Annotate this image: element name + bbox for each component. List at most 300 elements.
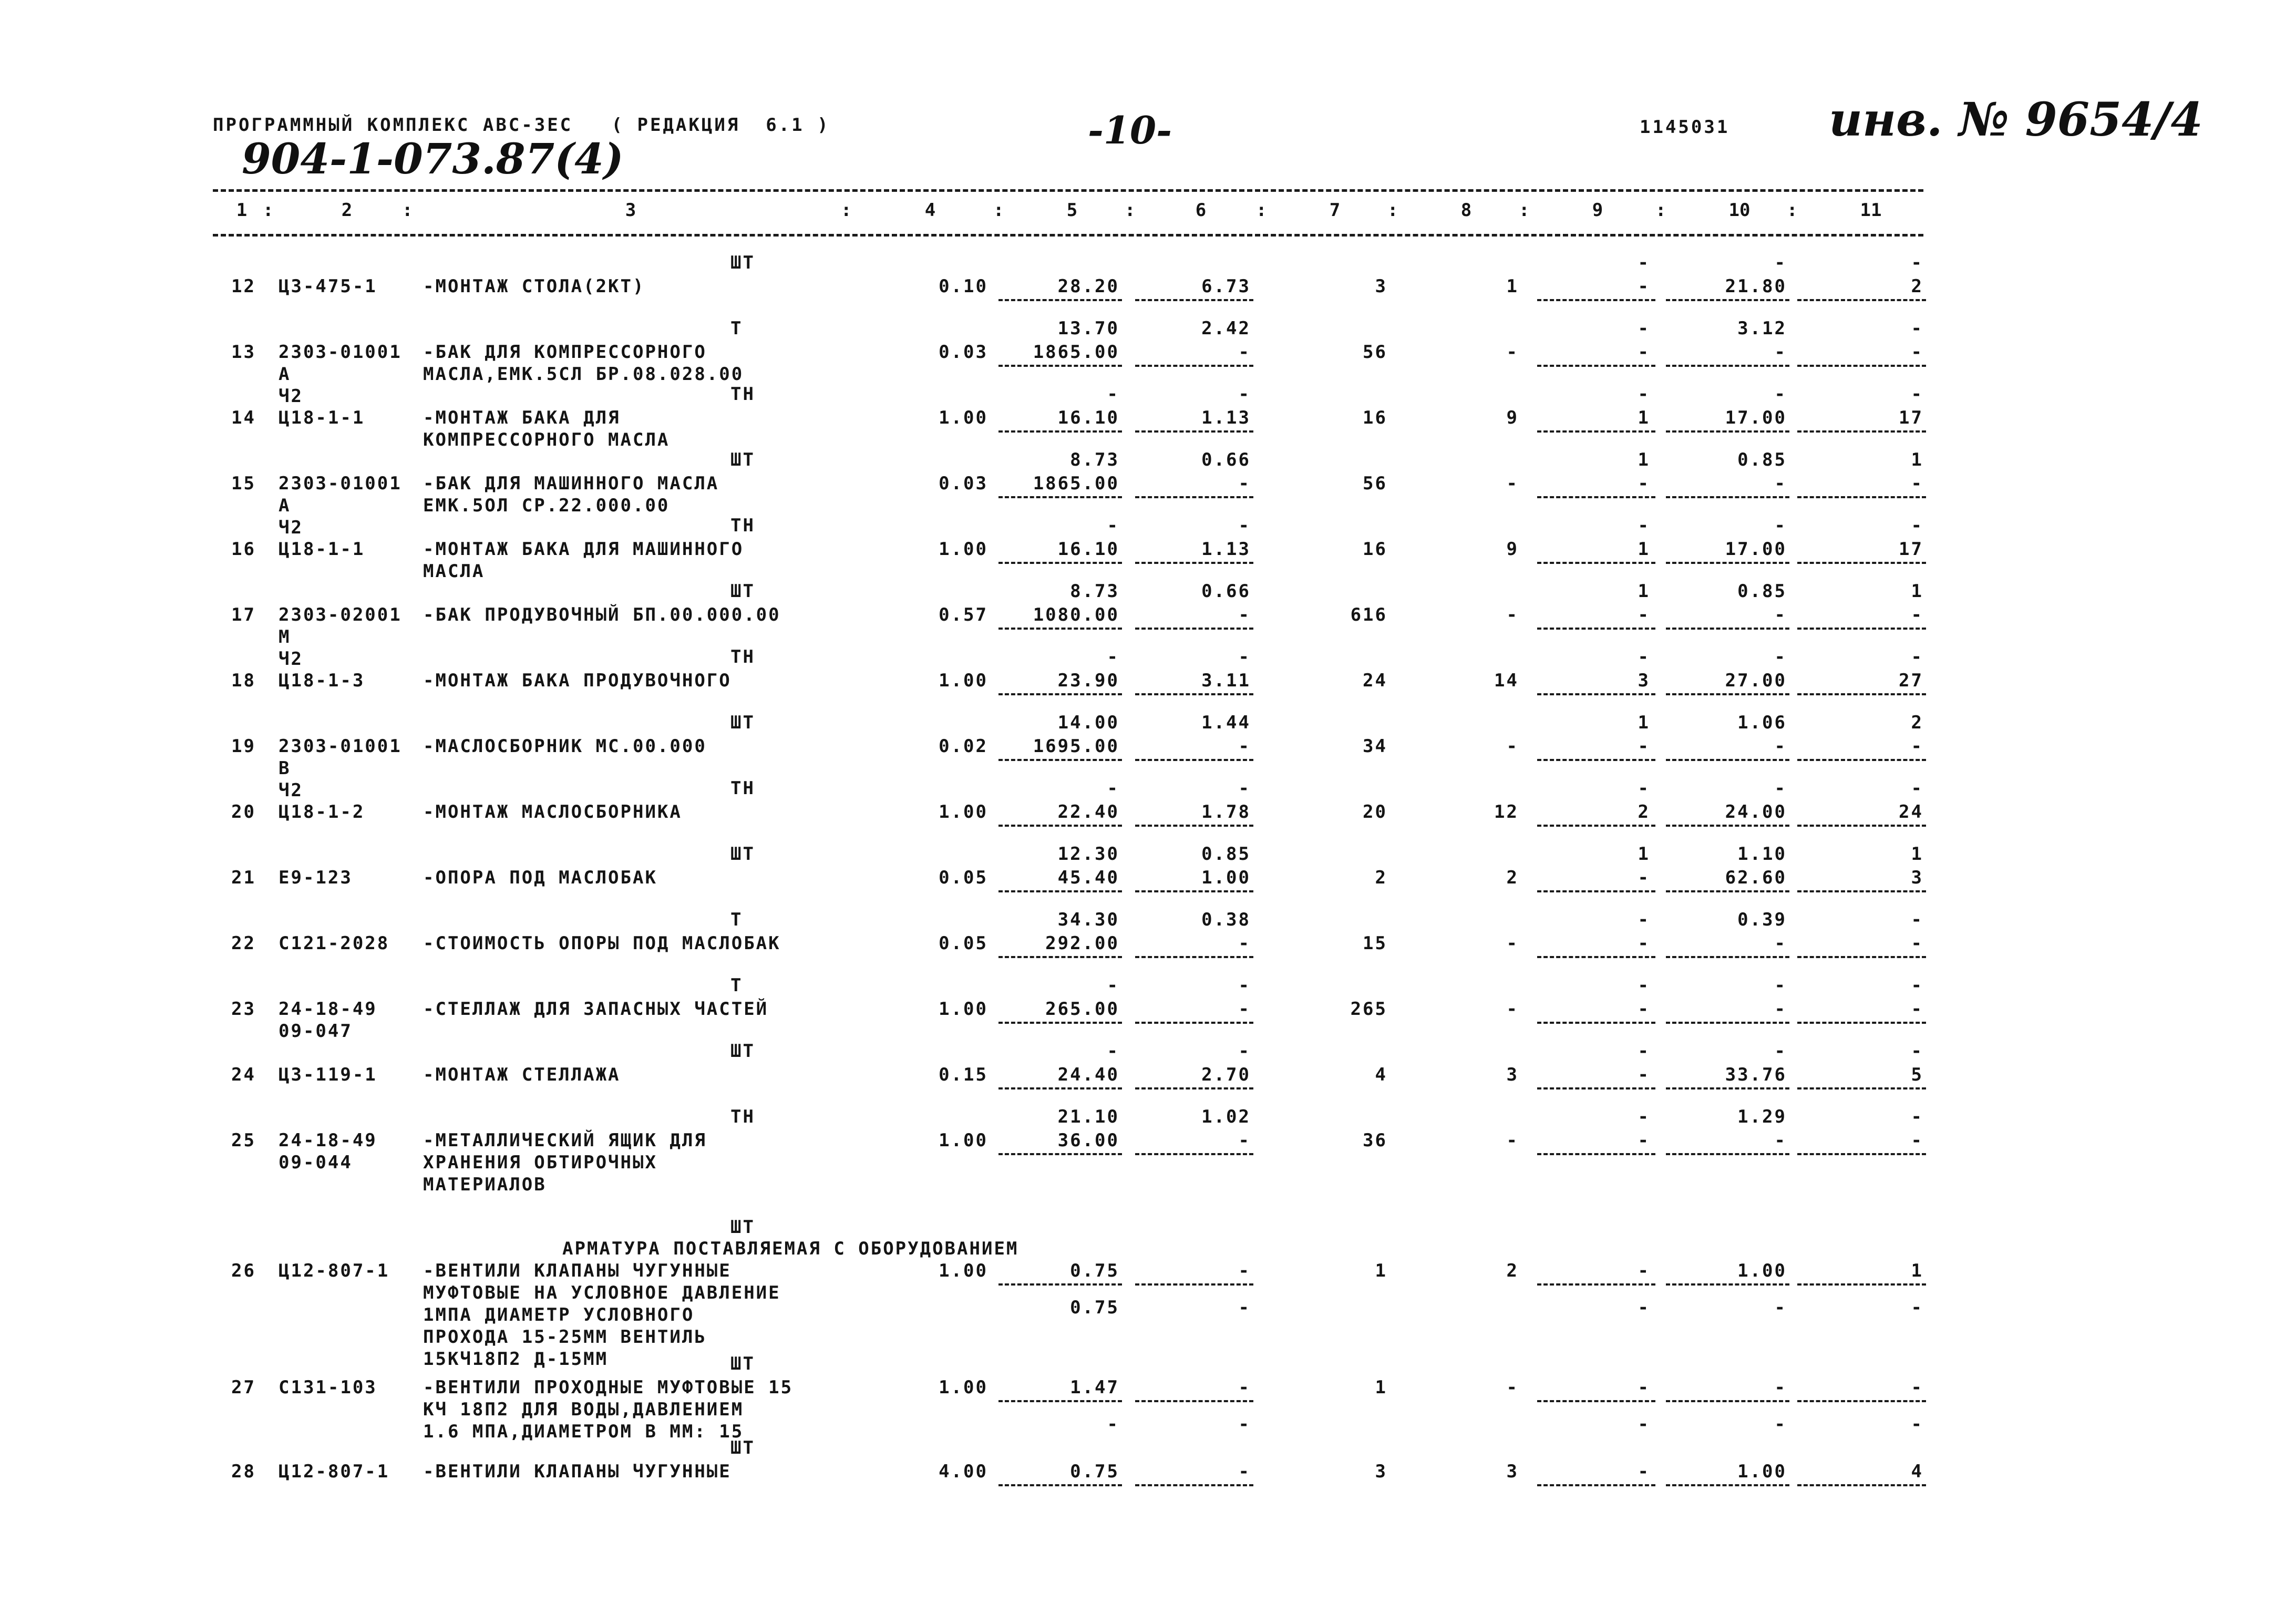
column-number: 3 <box>625 200 636 221</box>
dashed-separator <box>998 1400 1122 1402</box>
cell-value: - <box>1774 999 1787 1020</box>
rate-code: 24-18-49 <box>279 1130 377 1151</box>
cell-value: - <box>1638 933 1650 954</box>
rate-code-suffix: Ч2 <box>279 780 303 801</box>
cell-value: 265 <box>1350 999 1387 1020</box>
dashed-separator <box>1537 1283 1655 1286</box>
cell-value: - <box>1238 1260 1251 1281</box>
dashed-separator <box>1797 759 1926 761</box>
upper-value: 0.39 <box>1737 909 1787 930</box>
cell-value: - <box>1774 342 1787 363</box>
upper-value: - <box>1911 318 1923 339</box>
dashed-separator <box>1135 759 1253 761</box>
rate-code: Ц18-1-1 <box>279 407 365 428</box>
dashed-separator <box>1797 1400 1926 1402</box>
dashed-separator <box>1537 759 1655 761</box>
upper-value: 13.70 <box>1057 318 1119 339</box>
upper-value: 1 <box>1911 844 1923 865</box>
quantity: 1.00 <box>939 407 988 428</box>
dashed-separator <box>1537 628 1655 630</box>
dashed-separator <box>1537 430 1655 433</box>
dashed-separator <box>998 759 1122 761</box>
dashed-separator <box>1135 1400 1253 1402</box>
upper-value: 3.12 <box>1737 318 1787 339</box>
cell-value: - <box>1638 736 1650 757</box>
unit-label: ШТ <box>730 1041 755 1062</box>
item-name: ПРОХОДА 15-25ММ ВЕНТИЛЬ <box>423 1327 707 1348</box>
cell-value: 24.40 <box>1057 1064 1119 1085</box>
cell-value: - <box>1506 473 1519 494</box>
dashed-separator <box>1797 1022 1926 1024</box>
rate-code-suffix: А <box>279 364 291 385</box>
column-separator: : <box>1256 200 1267 221</box>
cell-value: 0.75 <box>1070 1461 1119 1482</box>
item-name: -БАК ДЛЯ МАШИННОГО МАСЛА <box>423 473 719 494</box>
cell-value: - <box>1238 933 1251 954</box>
unit-label: ШТ <box>730 712 755 733</box>
header-rule-top <box>213 189 1923 192</box>
cell-value: 1.47 <box>1070 1377 1119 1398</box>
dashed-separator <box>1666 1153 1789 1155</box>
dashed-separator <box>998 1087 1122 1089</box>
dashed-separator <box>1666 1484 1789 1486</box>
cell-value: - <box>1238 342 1251 363</box>
header-rule-bottom <box>213 234 1923 237</box>
upper-value: - <box>1774 778 1787 799</box>
upper-value: - <box>1911 909 1923 930</box>
cell-value: 56 <box>1363 473 1387 494</box>
cell-value: 0.75 <box>1070 1260 1119 1281</box>
cell-value: 3.11 <box>1201 670 1251 691</box>
upper-value: 0.38 <box>1201 909 1251 930</box>
cell-value: 17.00 <box>1725 407 1787 428</box>
rate-code-suffix: 09-047 <box>279 1021 353 1042</box>
dashed-separator <box>1797 890 1926 892</box>
unit-label: ШТ <box>730 449 755 470</box>
column-separator: : <box>1787 200 1798 221</box>
cell-value: - <box>1506 736 1519 757</box>
cell-value: - <box>1506 999 1519 1020</box>
dashed-separator <box>1666 825 1789 827</box>
rate-code: 2303-01001 <box>279 736 402 757</box>
cell-value: 24.00 <box>1725 801 1787 823</box>
dashed-separator <box>998 1022 1122 1024</box>
upper-value: - <box>1238 975 1251 996</box>
dashed-separator <box>1537 1400 1655 1402</box>
cell-value: - <box>1638 999 1650 1020</box>
cell-value: - <box>1911 999 1923 1020</box>
cell-value: 5 <box>1911 1064 1923 1085</box>
cell-value: - <box>1238 1377 1251 1398</box>
dashed-separator <box>1797 693 1926 695</box>
cell-value: - <box>1638 867 1650 888</box>
upper-value: 1 <box>1638 712 1650 733</box>
cell-value: - <box>1774 1377 1787 1398</box>
column-separator: : <box>993 200 1004 221</box>
quantity: 1.00 <box>939 999 988 1020</box>
column-number: 1 <box>236 200 248 221</box>
dashed-separator <box>1666 1283 1789 1286</box>
dashed-separator <box>1666 956 1789 958</box>
cell-value: - <box>1911 473 1923 494</box>
item-name: МАСЛА <box>423 561 485 582</box>
item-name: -МОНТАЖ БАКА ПРОДУВОЧНОГО <box>423 670 732 691</box>
quantity: 1.00 <box>939 1377 988 1398</box>
dashed-separator <box>1797 562 1926 564</box>
upper-value: 0.66 <box>1201 581 1251 602</box>
dashed-separator <box>1797 628 1926 630</box>
upper-value: 8.73 <box>1070 581 1119 602</box>
item-name: -МОНТАЖ СТОЛА(2КТ) <box>423 276 645 297</box>
row-number: 19 <box>231 736 256 757</box>
upper-value: 1.06 <box>1737 712 1787 733</box>
item-name: -ОПОРА ПОД МАСЛОБАК <box>423 867 657 888</box>
unit-label: ШТ <box>730 252 755 273</box>
item-name: -БАК ПРОДУВОЧНЫЙ БП.00.000.00 <box>423 604 781 625</box>
upper-value: 1.02 <box>1201 1106 1251 1127</box>
dashed-separator <box>1537 1022 1655 1024</box>
quantity: 0.10 <box>939 276 988 297</box>
item-name: МАТЕРИАЛОВ <box>423 1174 547 1195</box>
row-number: 15 <box>231 473 256 494</box>
rate-code-suffix: Ч2 <box>279 386 303 407</box>
cell-value: 1 <box>1506 276 1519 297</box>
quantity: 0.57 <box>939 604 988 625</box>
unit-label: ТН <box>730 515 755 536</box>
cell-value: - <box>1638 604 1650 625</box>
upper-value: - <box>1911 975 1923 996</box>
upper-value: - <box>1238 778 1251 799</box>
cell-value: - <box>1774 933 1787 954</box>
lower-value: - <box>1238 1297 1251 1318</box>
cell-value: 1 <box>1638 407 1650 428</box>
item-name: -МОНТАЖ БАКА ДЛЯ МАШИННОГО <box>423 539 744 560</box>
unit-label: ШТ <box>730 1217 755 1238</box>
row-number: 12 <box>231 276 256 297</box>
cell-value: 15 <box>1363 933 1387 954</box>
column-number: 5 <box>1066 200 1078 221</box>
unit-label: ТН <box>730 646 755 667</box>
cell-value: 2 <box>1638 801 1650 823</box>
cell-value: - <box>1911 604 1923 625</box>
upper-value: - <box>1911 1041 1923 1062</box>
dashed-separator <box>1135 299 1253 301</box>
item-name: 1МПА ДИАМЕТР УСЛОВНОГО <box>423 1304 695 1325</box>
dashed-separator <box>998 1283 1122 1286</box>
cell-value: 34 <box>1363 736 1387 757</box>
upper-value: - <box>1238 515 1251 536</box>
cell-value: 1865.00 <box>1033 342 1119 363</box>
column-separator: : <box>1655 200 1666 221</box>
upper-value: - <box>1911 252 1923 273</box>
column-separator: : <box>841 200 852 221</box>
rate-code: Ц18-1-1 <box>279 539 365 560</box>
quantity: 1.00 <box>939 1130 988 1151</box>
upper-value: - <box>1238 1041 1251 1062</box>
cell-value: - <box>1911 1130 1923 1151</box>
cell-value: 2 <box>1506 867 1519 888</box>
upper-value: - <box>1774 515 1787 536</box>
cell-value: - <box>1911 933 1923 954</box>
dashed-separator <box>1666 628 1789 630</box>
row-number: 28 <box>231 1461 256 1482</box>
upper-value: - <box>1638 318 1650 339</box>
rate-code-suffix: Ч2 <box>279 649 303 670</box>
dashed-separator <box>1135 890 1253 892</box>
cell-value: 36 <box>1363 1130 1387 1151</box>
cell-value: - <box>1506 604 1519 625</box>
dashed-separator <box>1135 956 1253 958</box>
upper-value: - <box>1638 975 1650 996</box>
upper-value: - <box>1107 975 1119 996</box>
unit-label: ШТ <box>730 1437 755 1458</box>
dashed-separator <box>998 628 1122 630</box>
rate-code: Ц18-1-3 <box>279 670 365 691</box>
unit-label: ТН <box>730 1106 755 1127</box>
column-number: 6 <box>1195 200 1207 221</box>
quantity: 0.05 <box>939 867 988 888</box>
quantity: 1.00 <box>939 670 988 691</box>
item-name: МУФТОВЫЕ НА УСЛОВНОЕ ДАВЛЕНИЕ <box>423 1282 781 1303</box>
cell-value: 2 <box>1506 1260 1519 1281</box>
row-number: 21 <box>231 867 256 888</box>
row-number: 24 <box>231 1064 256 1085</box>
dashed-separator <box>998 365 1122 367</box>
cell-value: - <box>1638 1260 1650 1281</box>
column-number: 7 <box>1329 200 1341 221</box>
upper-value: 8.73 <box>1070 449 1119 470</box>
dashed-separator <box>1666 562 1789 564</box>
cell-value: 2 <box>1375 867 1387 888</box>
upper-value: 1.44 <box>1201 712 1251 733</box>
dashed-separator <box>1537 1087 1655 1089</box>
upper-value: - <box>1774 646 1787 667</box>
upper-value: 1 <box>1911 449 1923 470</box>
column-separator: : <box>402 200 413 221</box>
dashed-separator <box>998 430 1122 433</box>
cell-value: 16 <box>1363 407 1387 428</box>
cell-value: 28.20 <box>1057 276 1119 297</box>
upper-value: 34.30 <box>1057 909 1119 930</box>
column-number: 9 <box>1592 200 1603 221</box>
dashed-separator <box>1135 1153 1253 1155</box>
cell-value: - <box>1774 473 1787 494</box>
dashed-separator <box>1797 956 1926 958</box>
rate-code: Ц12-807-1 <box>279 1260 390 1281</box>
cell-value: 3 <box>1911 867 1923 888</box>
cell-value: 16.10 <box>1057 539 1119 560</box>
rate-code: 2303-02001 <box>279 604 402 625</box>
cell-value: - <box>1238 1461 1251 1482</box>
dashed-separator <box>998 1153 1122 1155</box>
cell-value: 1865.00 <box>1033 473 1119 494</box>
cell-value: - <box>1506 342 1519 363</box>
cell-value: 14 <box>1494 670 1519 691</box>
upper-value: - <box>1774 1041 1787 1062</box>
dashed-separator <box>1666 299 1789 301</box>
quantity: 0.15 <box>939 1064 988 1085</box>
dashed-separator <box>1797 365 1926 367</box>
item-name: -МОНТАЖ БАКА ДЛЯ <box>423 407 621 428</box>
cell-value: 36.00 <box>1057 1130 1119 1151</box>
cell-value: - <box>1774 604 1787 625</box>
lower-value: - <box>1107 1414 1119 1435</box>
cell-value: 1080.00 <box>1033 604 1119 625</box>
upper-value: 1 <box>1638 581 1650 602</box>
cell-value: 1695.00 <box>1033 736 1119 757</box>
cell-value: - <box>1238 473 1251 494</box>
row-number: 20 <box>231 801 256 823</box>
quantity: 4.00 <box>939 1461 988 1482</box>
dashed-separator <box>1537 1153 1655 1155</box>
upper-value: 2.42 <box>1201 318 1251 339</box>
column-separator: : <box>263 200 274 221</box>
dashed-separator <box>1135 1283 1253 1286</box>
lower-value: - <box>1774 1414 1787 1435</box>
cell-value: 27.00 <box>1725 670 1787 691</box>
item-name: -СТЕЛЛАЖ ДЛЯ ЗАПАСНЫХ ЧАСТЕЙ <box>423 999 769 1020</box>
row-number: 22 <box>231 933 256 954</box>
cell-value: 3 <box>1638 670 1650 691</box>
dashed-separator <box>1666 1400 1789 1402</box>
quantity: 1.00 <box>939 539 988 560</box>
lower-value: - <box>1911 1414 1923 1435</box>
unit-label: ТН <box>730 384 755 405</box>
dashed-separator <box>1537 693 1655 695</box>
dashed-separator <box>1135 1022 1253 1024</box>
cell-value: - <box>1911 1377 1923 1398</box>
upper-value: 1 <box>1638 449 1650 470</box>
item-name: -МАСЛОСБОРНИК МС.00.000 <box>423 736 707 757</box>
cell-value: 1 <box>1638 539 1650 560</box>
rate-code: Ц3-475-1 <box>279 276 377 297</box>
cell-value: 62.60 <box>1725 867 1787 888</box>
dashed-separator <box>998 496 1122 498</box>
upper-value: - <box>1638 778 1650 799</box>
upper-value: - <box>1911 778 1923 799</box>
dashed-separator <box>1537 825 1655 827</box>
dashed-separator <box>1797 1283 1926 1286</box>
unit-label: ШТ <box>730 1353 755 1374</box>
column-number: 10 <box>1728 200 1751 221</box>
rate-code-suffix: 09-044 <box>279 1152 353 1173</box>
rate-code: Ц18-1-2 <box>279 801 365 823</box>
upper-value: - <box>1638 1106 1650 1127</box>
dashed-separator <box>1797 1087 1926 1089</box>
cell-value: - <box>1638 342 1650 363</box>
document-code: 1145031 <box>1640 117 1730 138</box>
cell-value: - <box>1638 1130 1650 1151</box>
upper-value: - <box>1107 1041 1119 1062</box>
unit-label: Т <box>730 909 743 930</box>
upper-value: 0.66 <box>1201 449 1251 470</box>
lower-value: - <box>1638 1297 1650 1318</box>
cell-value: 33.76 <box>1725 1064 1787 1085</box>
cell-value: 3 <box>1506 1461 1519 1482</box>
cell-value: 1.13 <box>1201 407 1251 428</box>
quantity: 0.05 <box>939 933 988 954</box>
dashed-separator <box>1135 628 1253 630</box>
upper-value: - <box>1238 384 1251 405</box>
cell-value: 1.00 <box>1201 867 1251 888</box>
column-number: 11 <box>1860 200 1882 221</box>
row-number: 18 <box>231 670 256 691</box>
item-name: -МОНТАЖ СТЕЛЛАЖА <box>423 1064 621 1085</box>
dashed-separator <box>1135 562 1253 564</box>
dashed-separator <box>1537 299 1655 301</box>
unit-label: Т <box>730 318 743 339</box>
item-name: ХРАНЕНИЯ ОБТИРОЧНЫХ <box>423 1152 657 1173</box>
dashed-separator <box>1797 430 1926 433</box>
lower-value: - <box>1911 1297 1923 1318</box>
upper-value: - <box>1107 515 1119 536</box>
rate-code-suffix: А <box>279 495 291 516</box>
rate-code-suffix: Ч2 <box>279 517 303 538</box>
item-name: ЕМК.5ОЛ СР.22.000.00 <box>423 495 670 516</box>
cell-value: 12 <box>1494 801 1519 823</box>
dashed-separator <box>998 299 1122 301</box>
cell-value: 1.13 <box>1201 539 1251 560</box>
dashed-separator <box>1135 430 1253 433</box>
rate-code: 2303-01001 <box>279 473 402 494</box>
upper-value: 12.30 <box>1057 844 1119 865</box>
cell-value: 22.40 <box>1057 801 1119 823</box>
cell-value: - <box>1911 736 1923 757</box>
upper-value: 0.85 <box>1737 581 1787 602</box>
upper-value: - <box>1638 252 1650 273</box>
upper-value: 2 <box>1911 712 1923 733</box>
dashed-separator <box>1797 825 1926 827</box>
item-name: -ВЕНТИЛИ КЛАПАНЫ ЧУГУННЫЕ <box>423 1260 732 1281</box>
quantity: 0.03 <box>939 473 988 494</box>
row-number: 27 <box>231 1377 256 1398</box>
item-name: -ВЕНТИЛИ ПРОХОДНЫЕ МУФТОВЫЕ 15 <box>423 1377 794 1398</box>
cell-value: 3 <box>1375 1461 1387 1482</box>
cell-value: 4 <box>1375 1064 1387 1085</box>
rate-code-suffix: М <box>279 626 291 647</box>
item-name: -СТОИМОСТЬ ОПОРЫ ПОД МАСЛОБАК <box>423 933 781 954</box>
lower-value: - <box>1238 1414 1251 1435</box>
rate-code: 2303-01001 <box>279 342 402 363</box>
item-name: КОМПРЕССОРНОГО МАСЛА <box>423 429 670 450</box>
lower-value: 0.75 <box>1070 1297 1119 1318</box>
item-name: -МЕТАЛЛИЧЕСКИЙ ЯЩИК ДЛЯ <box>423 1130 707 1151</box>
row-number: 16 <box>231 539 256 560</box>
cell-value: 4 <box>1911 1461 1923 1482</box>
column-separator: : <box>1387 200 1398 221</box>
upper-value: - <box>1638 515 1650 536</box>
upper-value: - <box>1638 909 1650 930</box>
upper-value: - <box>1107 384 1119 405</box>
cell-value: 265.00 <box>1045 999 1119 1020</box>
upper-value: 0.85 <box>1201 844 1251 865</box>
page-number: -10- <box>1088 108 1172 152</box>
cell-value: 3 <box>1506 1064 1519 1085</box>
cell-value: 292.00 <box>1045 933 1119 954</box>
cell-value: 21.80 <box>1725 276 1787 297</box>
cell-value: 1.00 <box>1737 1461 1787 1482</box>
lower-value: - <box>1774 1297 1787 1318</box>
cell-value: 16.10 <box>1057 407 1119 428</box>
upper-value: - <box>1911 384 1923 405</box>
dashed-separator <box>1666 693 1789 695</box>
unit-label: ШТ <box>730 844 755 865</box>
upper-value: - <box>1774 975 1787 996</box>
item-name: -БАК ДЛЯ КОМПРЕССОРНОГО <box>423 342 707 363</box>
cell-value: - <box>1506 1377 1519 1398</box>
cell-value: - <box>1238 736 1251 757</box>
cell-value: 24 <box>1363 670 1387 691</box>
